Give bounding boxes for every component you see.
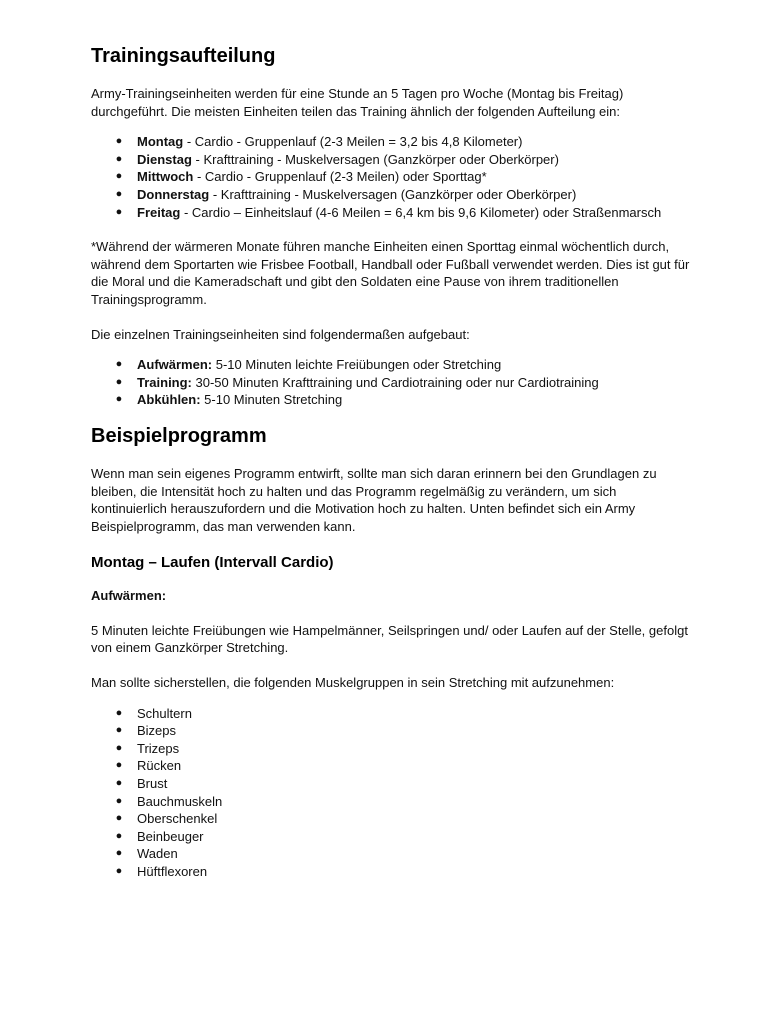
phase-description: 30-50 Minuten Krafttraining und Cardiotraining oder nur Cardiotraining: [191, 374, 599, 390]
muscle-group: Bauchmuskeln: [137, 793, 223, 809]
list-item: [91, 705, 691, 723]
day-description: - Cardio - Gruppenlauf (2-3 Meilen) oder Sporttag*: [193, 169, 487, 185]
bullet-icon: ●: [115, 812, 123, 825]
day-description: - Cardio – Einheitslauf (4-6 Meilen = 6,4 km bis 9,6 Kilometer) oder Straßenmarsch: [180, 204, 662, 220]
bullet-icon: ●: [115, 777, 123, 790]
bullet-icon: ●: [115, 152, 123, 165]
muscle-group: Oberschenkel: [137, 811, 218, 827]
bullet-icon: ●: [115, 759, 123, 772]
program-intro-paragraph: Wenn man sein eigenes Programm entwirft, sollte man sich daran erinnern bei den Grundlagen zu bleiben, die Intensität hoch zu halten und das Programm regelmäßig zu verändern, um sich kontinuierlich herauszufordern und die Motivation hoch zu halten. Unten befindet sich ein Army Beispielprogramm, das man verwenden kann.: [91, 465, 657, 534]
list-item-thursday: [91, 186, 691, 204]
list-item: [91, 845, 691, 863]
phase-label: Training:: [137, 374, 192, 390]
bullet-icon: ●: [115, 865, 123, 877]
day-label: Freitag: [137, 204, 181, 220]
bullet-icon: ●: [115, 741, 123, 754]
bullet-icon: ●: [115, 358, 123, 371]
bullet-icon: ●: [115, 847, 123, 860]
list-item-cooldown: [91, 391, 691, 409]
document-body: [91, 42, 691, 881]
bullet-icon: ●: [115, 135, 123, 148]
muscle-group: Waden: [137, 846, 178, 862]
session-structure-list: [91, 356, 691, 409]
muscles-intro: Man sollte sicherstellen, die folgenden Muskelgruppen in sein Stretching mit aufzunehmen:: [91, 675, 615, 691]
bullet-icon: ●: [115, 829, 123, 842]
muscle-group: Brust: [137, 776, 168, 792]
structure-intro: Die einzelnen Trainingseinheiten sind folgendermaßen aufgebaut:: [91, 326, 470, 342]
footnote-paragraph: *Während der wärmeren Monate führen manche Einheiten einen Sporttag einmal wöchentlich durch, während dem Sportarten wie Frisbee Football, Handball oder Fußball verwendet werden. Dies ist gut für die Moral und die Kameradschaft und gibt den Soldaten eine Pause von ihrem traditionellen Trainingsprogramm.: [91, 239, 690, 307]
list-item-tuesday: [91, 151, 691, 169]
muscle-group: Rücken: [137, 758, 182, 774]
warmup-label: Aufwärmen:: [91, 588, 167, 604]
day-description: - Krafttraining - Muskelversagen (Ganzkörper oder Oberkörper): [209, 186, 577, 202]
list-item-friday: [91, 204, 691, 222]
muscle-group-list: [91, 705, 691, 881]
list-item: [91, 775, 691, 793]
intro-paragraph: Army-Trainingseinheiten werden für eine Stunde an 5 Tagen pro Woche (Montag bis Freitag) durchgeführt. Die meisten Einheiten teilen das Training ähnlich der folgenden Aufteilung ein:: [91, 86, 624, 119]
phase-description: 5-10 Minuten Stretching: [200, 392, 343, 408]
bullet-icon: ●: [115, 706, 123, 719]
list-item-warmup: [91, 356, 691, 374]
phase-label: Aufwärmen:: [137, 357, 213, 373]
muscle-group: Bizeps: [137, 723, 177, 739]
list-item: [91, 740, 691, 758]
heading-beispielprogramm: Beispielprogramm: [91, 424, 267, 447]
list-item: [91, 722, 691, 740]
heading-trainingsaufteilung: Trainingsaufteilung: [91, 45, 276, 67]
day-label: Mittwoch: [137, 169, 194, 185]
muscle-group: Hüftflexoren: [137, 864, 208, 879]
bullet-icon: ●: [115, 187, 123, 200]
list-item: [91, 757, 691, 775]
muscle-group: Beinbeuger: [137, 828, 204, 844]
list-item-monday: [91, 133, 691, 151]
bullet-icon: ●: [115, 393, 123, 406]
list-item-training: [91, 374, 691, 392]
bullet-icon: ●: [115, 170, 123, 183]
day-description: - Krafttraining - Muskelversagen (Ganzkörper oder Oberkörper): [191, 151, 559, 167]
weekly-schedule-list: [91, 133, 691, 221]
list-item: [91, 828, 691, 846]
day-label: Montag: [137, 134, 184, 150]
list-item: [91, 810, 691, 828]
bullet-icon: ●: [115, 724, 123, 737]
list-item-wednesday: [91, 168, 691, 186]
subheading-monday: Montag – Laufen (Intervall Cardio): [91, 554, 334, 572]
list-item: [91, 863, 691, 881]
day-label: Dienstag: [137, 151, 192, 167]
bullet-icon: ●: [115, 375, 123, 388]
day-description: - Cardio - Gruppenlauf (2-3 Meilen = 3,2 bis 4,8 Kilometer): [183, 134, 523, 150]
list-item: [91, 793, 691, 811]
warmup-paragraph: 5 Minuten leichte Freiübungen wie Hampelmänner, Seilspringen und/ oder Laufen auf der Stelle, gefolgt von einem Ganzkörper Stretching.: [91, 622, 688, 656]
phase-description: 5-10 Minuten leichte Freiübungen oder Stretching: [212, 357, 502, 373]
muscle-group: Trizeps: [137, 740, 180, 756]
day-label: Donnerstag: [137, 186, 210, 202]
bullet-icon: ●: [115, 205, 123, 218]
muscle-group: Schultern: [137, 705, 192, 721]
bullet-icon: ●: [115, 794, 123, 807]
phase-label: Abkühlen:: [137, 392, 201, 408]
